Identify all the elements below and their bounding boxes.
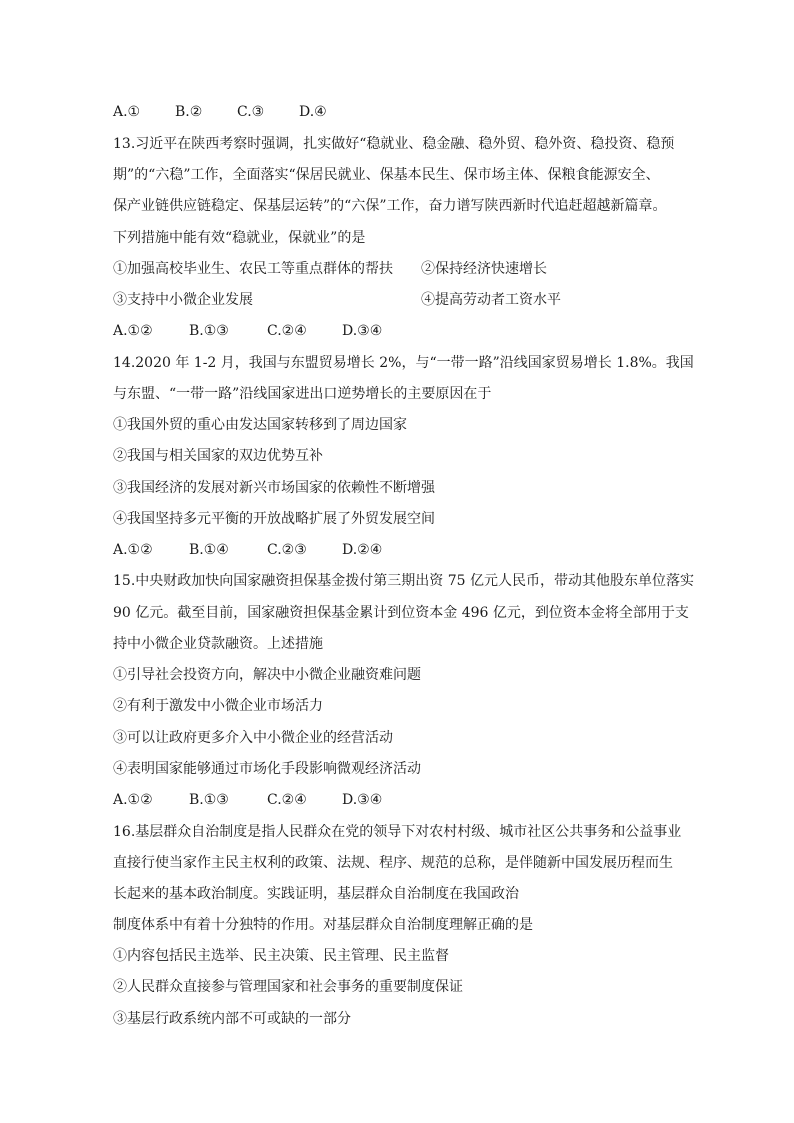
q15-option-a[interactable]: A.①② (113, 792, 153, 808)
q15-item-1: ①引导社会投资方向，解决中小微企业融资难问题 (113, 667, 421, 683)
q15-item-4: ④表明国家能够通过市场化手段影响微观经济活动 (113, 761, 421, 777)
q15-option-d[interactable]: D.③④ (342, 792, 383, 808)
q13-item-4: ④提高劳动者工资水平 (421, 292, 561, 308)
q14-option-c[interactable]: C.②③ (267, 542, 307, 558)
q15-stem-line-1: 15.中央财政加快向国家融资担保基金拨付第三期出资 75 亿元人民币，带动其他股东单位落实 (113, 573, 694, 589)
q16-stem-line-3: 长起来的基本政治制度。实践证明，基层群众自治制度在我国政治 (113, 886, 519, 902)
q15-option-c[interactable]: C.②④ (267, 792, 307, 808)
q14-option-d[interactable]: D.②④ (342, 542, 383, 558)
q14-item-3: ③我国经济的发展对新兴市场国家的依赖性不断增强 (113, 480, 435, 496)
q14-item-2: ②我国与相关国家的双边优势互补 (113, 448, 323, 464)
q13-stem-line-3: 保产业链供应链稳定、保基层运转”的“六保”工作，奋力谱写陕西新时代追赶超越新篇章。 (113, 198, 667, 214)
q13-option-b[interactable]: B.①③ (189, 323, 229, 339)
q12-option-a[interactable]: A.① (113, 104, 141, 120)
q13-option-d[interactable]: D.③④ (342, 323, 383, 339)
q16-stem-line-1: 16.基层群众自治制度是指人民群众在党的领导下对农村村级、城市社区公共事务和公益事业 (113, 824, 682, 840)
q14-item-4: ④我国坚持多元平衡的开放战略扩展了外贸发展空间 (113, 511, 435, 527)
q15-item-2: ②有利于激发中小微企业市场活力 (113, 698, 323, 714)
q13-item-2: ②保持经济快速增长 (421, 261, 547, 277)
q14-item-1: ①我国外贸的重心由发达国家转移到了周边国家 (113, 417, 407, 433)
q14-options (113, 540, 382, 560)
q15-option-b[interactable]: B.①③ (189, 792, 229, 808)
q15-stem-line-2: 90 亿元。截至目前，国家融资担保基金累计到位资本金 496 亿元，到位资本金将全部用于支 (113, 605, 689, 621)
q15-stem-line-3: 持中小微企业贷款融资。上述措施 (113, 636, 323, 652)
q15-item-3: ③可以让政府更多介入中小微企业的经营活动 (113, 730, 393, 746)
q13-stem-line-4: 下列措施中能有效“稳就业，保就业”的是 (113, 230, 366, 246)
q15-options (113, 790, 382, 810)
q14-stem-line-1: 14.2020 年 1-2 月，我国与东盟贸易增长 2%，与“一带一路”沿线国家贸易增长 1.8%。我国 (113, 355, 694, 371)
q13-stem-line-1: 13.习近平在陕西考察时强调，扎实做好“稳就业、稳金融、稳外贸、稳外资、稳投资、稳预 (113, 136, 675, 152)
q12-option-b[interactable]: B.② (175, 104, 203, 120)
q16-stem-line-2: 直接行使当家作主民主权利的政策、法规、程序、规范的总称，是伴随新中国发展历程而生 (113, 855, 673, 871)
q12-options (113, 102, 327, 122)
q16-item-3: ③基层行政系统内部不可或缺的一部分 (113, 1011, 351, 1027)
q14-stem-line-2: 与东盟、“一带一路”沿线国家进出口逆势增长的主要原因在于 (113, 386, 492, 402)
q13-item-3: ③支持中小微企业发展 (113, 292, 253, 308)
q16-stem-line-4: 制度体系中有着十分独特的作用。对基层群众自治制度理解正确的是 (113, 917, 533, 933)
q14-option-a[interactable]: A.①② (113, 542, 153, 558)
q13-option-c[interactable]: C.②④ (267, 323, 307, 339)
q16-item-1: ①内容包括民主选举、民主决策、民主管理、民主监督 (113, 948, 449, 964)
q13-item-1: ①加强高校毕业生、农民工等重点群体的帮扶 (113, 261, 393, 277)
q13-option-a[interactable]: A.①② (113, 323, 153, 339)
q13-options (113, 321, 382, 341)
q16-item-2: ②人民群众直接参与管理国家和社会事务的重要制度保证 (113, 979, 463, 995)
q12-option-d[interactable]: D.④ (299, 104, 327, 120)
q14-option-b[interactable]: B.①④ (189, 542, 229, 558)
q13-stem-line-2: 期”的“六稳”工作，全面落实“保居民就业、保基本民生、保市场主体、保粮食能源安全、 (113, 167, 660, 183)
q12-option-c[interactable]: C.③ (237, 104, 265, 120)
